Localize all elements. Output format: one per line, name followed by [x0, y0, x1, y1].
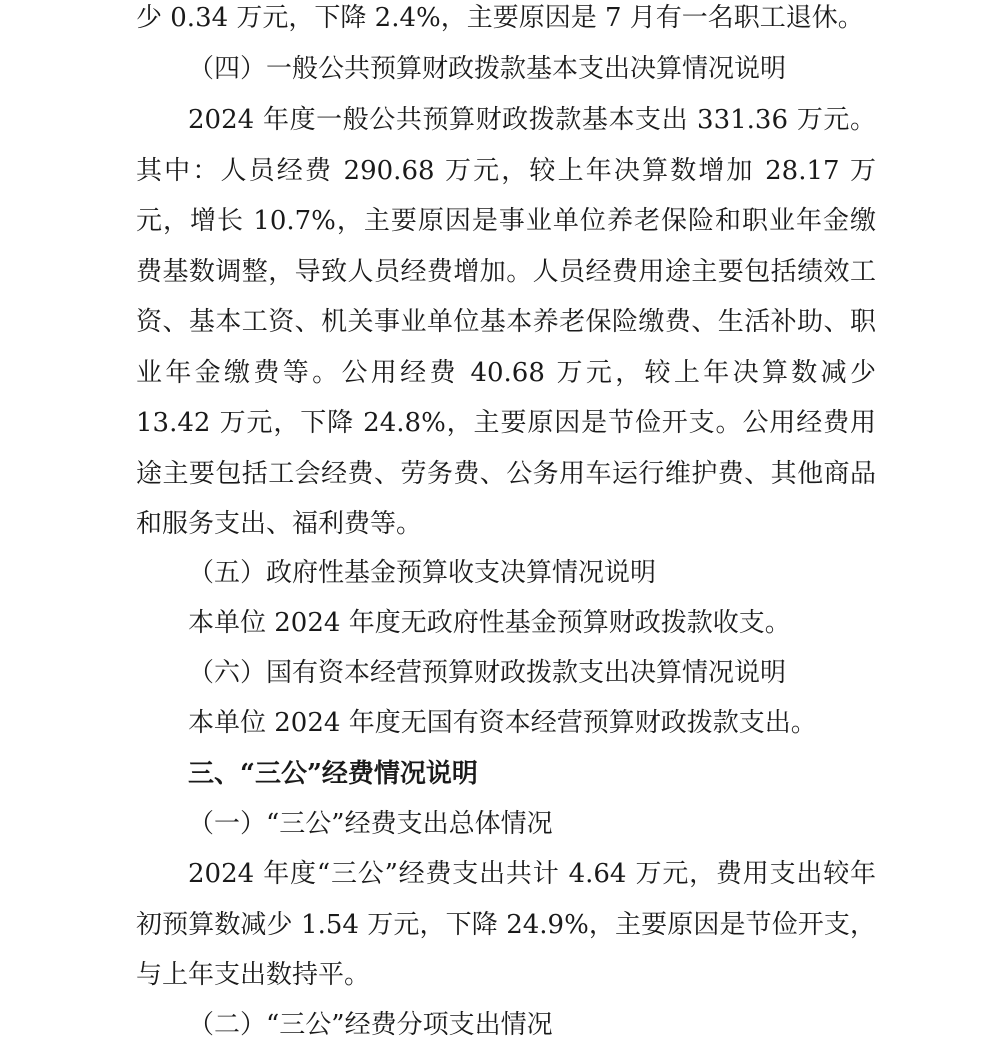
part-heading-three-public: 三、“三公”经费情况说明 — [188, 759, 478, 789]
paragraph-basic-expenditure: 2024 年度一般公共预算财政拨款基本支出 331.36 万元。其中：人员经费 290.68 万元，较上年决算数增加 28.17 万元，增长 10.7%，主要原因是事业单位养老保险和职业年金缴费基数调整，导致人员经费增加。人员经费用途主要包括绩效工资、基本工资、机关事业单位基本养老保险缴费、生活补助、职业年金缴费等。公用经费 40.68 万元，较上年决算数减少 13.42 万元，下降 24.8%，主要原因是节俭开支。公用经费用途主要包括工会经费、劳务费、公务用车运行维护费、其他商品和服务支出、福利费等。 — [136, 105, 876, 539]
subsection-heading-1: （一）“三公”经费支出总体情况 — [188, 809, 553, 839]
paragraph-three-public-total: 2024 年度“三公”经费支出共计 4.64 万元，费用支出较年初预算数减少 1.54 万元，下降 24.9%，主要原因是节俭开支，与上年支出数持平。 — [136, 859, 876, 990]
paragraph-government-fund: 本单位 2024 年度无政府性基金预算财政拨款收支。 — [188, 608, 791, 638]
subsection-heading-2: （二）“三公”经费分项支出情况 — [188, 1010, 553, 1040]
paragraph-state-capital: 本单位 2024 年度无国有资本经营预算财政拨款支出。 — [188, 708, 817, 738]
section-heading-5: （五）政府性基金预算收支决算情况说明 — [188, 558, 657, 588]
text-line-continued: 少 0.34 万元，下降 2.4%，主要原因是 7 月有一名职工退休。 — [136, 3, 864, 33]
section-heading-6: （六）国有资本经营预算财政拨款支出决算情况说明 — [188, 658, 787, 688]
section-heading-4: （四）一般公共预算财政拨款基本支出决算情况说明 — [188, 54, 787, 84]
